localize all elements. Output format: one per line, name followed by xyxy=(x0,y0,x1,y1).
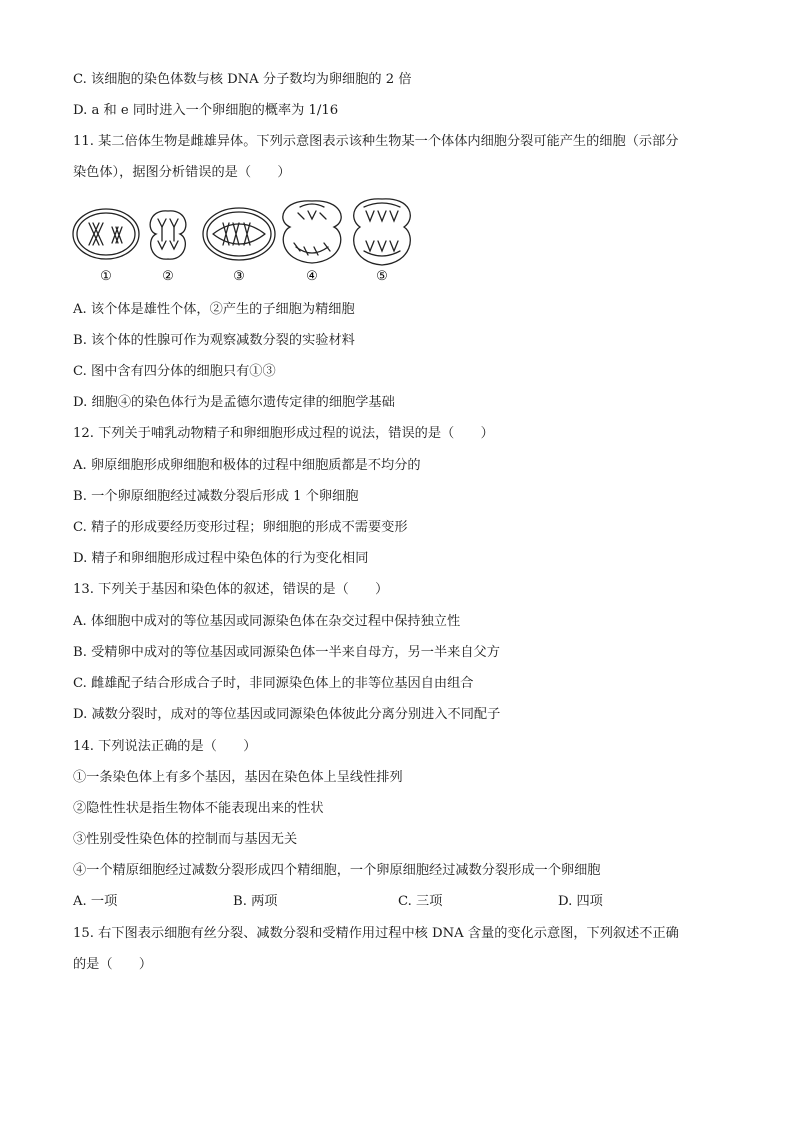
q11-stem-line-1: 11. 某二倍体生物是雌雄异体。下列示意图表示该种生物某一个体体内细胞分裂可能产生的细胞（示部分 xyxy=(73,134,679,149)
q14-statement-1: ①一条染色体上有多个基因，基因在染色体上呈线性排列 xyxy=(73,770,403,785)
figure-label-1: ① xyxy=(100,269,112,284)
q13-option-c: C. 雌雄配子结合形成合子时，非同源染色体上的非等位基因自由组合 xyxy=(73,676,474,691)
q12-option-c: C. 精子的形成要经历变形过程；卵细胞的形成不需要变形 xyxy=(73,520,408,535)
q13-option-b: B. 受精卵中成对的等位基因或同源染色体一半来自母方，另一半来自父方 xyxy=(73,645,500,660)
q11-stem-line-2: 染色体），据图分析错误的是（ ） xyxy=(73,165,291,180)
q10-option-c: C. 该细胞的染色体数与核 DNA 分子数均为卵细胞的 2 倍 xyxy=(73,72,412,87)
q12-option-a: A. 卵原细胞形成卵细胞和极体的过程中细胞质都是不均分的 xyxy=(73,458,421,473)
cell-1 xyxy=(73,209,139,259)
cell-3 xyxy=(203,208,275,260)
cell-2 xyxy=(150,211,186,259)
q11-option-d: D. 细胞④的染色体行为是孟德尔遗传定律的细胞学基础 xyxy=(73,395,395,410)
cell-division-diagram xyxy=(68,189,420,284)
q13-stem: 13. 下列关于基因和染色体的叙述，错误的是（ ） xyxy=(73,582,389,597)
q11-option-a: A. 该个体是雄性个体，②产生的子细胞为精细胞 xyxy=(73,302,355,317)
q14-statement-2: ②隐性性状是指生物体不能表现出来的性状 xyxy=(73,801,324,816)
q12-option-b: B. 一个卵原细胞经过减数分裂后形成 1 个卵细胞 xyxy=(73,489,359,504)
q14-option-d: D. 四项 xyxy=(558,894,603,909)
figure-label-4: ④ xyxy=(306,269,318,284)
q14-statement-4: ④一个精原细胞经过减数分裂形成四个精细胞，一个卵原细胞经过减数分裂形成一个卵细胞 xyxy=(73,863,601,878)
q14-option-b: B. 两项 xyxy=(233,894,278,909)
q10-option-d: D. a 和 e 同时进入一个卵细胞的概率为 1/16 xyxy=(73,103,339,118)
q13-option-a: A. 体细胞中成对的等位基因或同源染色体在杂交过程中保持独立性 xyxy=(73,614,461,629)
cell-5 xyxy=(354,199,411,265)
q14-stem: 14. 下列说法正确的是（ ） xyxy=(73,739,257,754)
figure-label-2: ② xyxy=(162,269,174,284)
figure-label-3: ③ xyxy=(233,269,245,284)
q14-statement-3: ③性别受性染色体的控制而与基因无关 xyxy=(73,832,298,847)
q13-option-d: D. 减数分裂时，成对的等位基因或同源染色体彼此分离分别进入不同配子 xyxy=(73,707,501,722)
q15-stem-line-2: 的是（ ） xyxy=(73,957,153,972)
cell-division-figure xyxy=(68,189,420,284)
q14-option-c: C. 三项 xyxy=(398,894,443,909)
q11-option-c: C. 图中含有四分体的细胞只有①③ xyxy=(73,364,276,379)
figure-label-5: ⑤ xyxy=(376,269,388,284)
cell-4 xyxy=(283,201,341,263)
q12-stem: 12. 下列关于哺乳动物精子和卵细胞形成过程的说法，错误的是（ ） xyxy=(73,426,494,441)
q12-option-d: D. 精子和卵细胞形成过程中染色体的行为变化相同 xyxy=(73,551,369,566)
q14-option-a: A. 一项 xyxy=(73,894,118,909)
q11-option-b: B. 该个体的性腺可作为观察减数分裂的实验材料 xyxy=(73,333,355,348)
q15-stem-line-1: 15. 右下图表示细胞有丝分裂、减数分裂和受精作用过程中核 DNA 含量的变化示意图，下列叙述不正确 xyxy=(73,926,679,941)
